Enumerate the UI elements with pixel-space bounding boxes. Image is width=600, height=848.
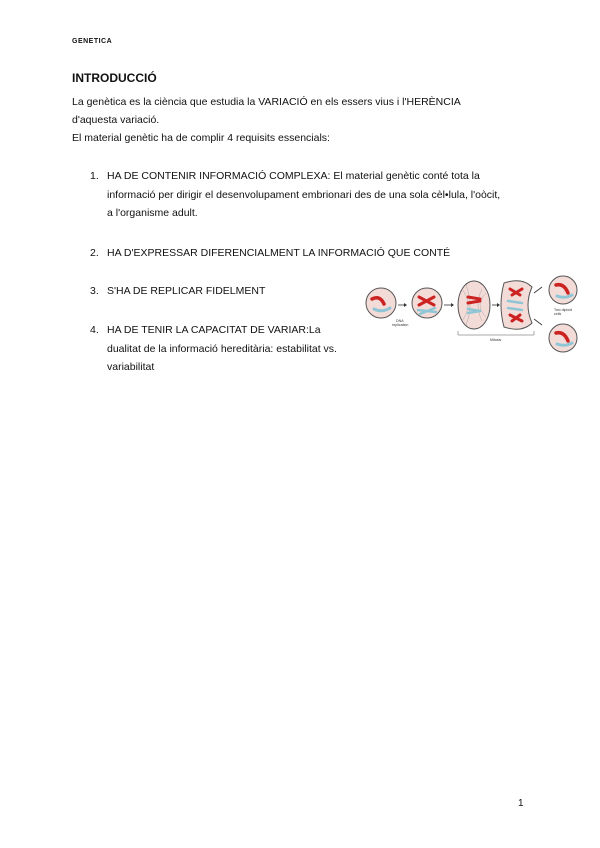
arrow-icon — [534, 319, 542, 325]
requirement-line: a l'organisme adult. — [107, 207, 198, 219]
requirement-line: HA D'EXPRESSAR DIFERENCIALMENT LA INFORMACIÓ QUE CONTÉ — [107, 247, 451, 259]
requirement-text — [107, 167, 500, 223]
requirement-text — [107, 282, 265, 301]
requirement-number: 4. — [90, 324, 99, 336]
section-title: INTRODUCCIÓ — [72, 71, 157, 85]
cell-telophase — [501, 281, 532, 330]
page-number: 1 — [518, 798, 524, 809]
requirement-text — [107, 321, 337, 377]
requirement-number: 2. — [90, 247, 99, 259]
requirement-line: variabilitat — [107, 361, 155, 373]
intro-line: d'aquesta variació. — [72, 114, 160, 126]
intro-line: El material genètic ha de complir 4 requisits essencials: — [72, 132, 330, 144]
requirement-line: HA DE CONTENIR INFORMACIÓ COMPLEXA: El material genètic conté tota la — [107, 170, 480, 182]
requirement-number: 3. — [90, 285, 99, 297]
arrowhead-icon — [451, 303, 454, 307]
arrowhead-icon — [404, 303, 407, 307]
mitosis-diagram — [362, 275, 584, 355]
requirement-line: S'HA DE REPLICAR FIDELMENT — [107, 285, 266, 297]
cells-label: cells — [554, 312, 562, 316]
requirement-line: HA DE TENIR LA CAPACITAT DE VARIAR:La — [107, 324, 321, 336]
arrow-icon — [534, 287, 542, 293]
mitosis-label: Mitosis — [490, 338, 502, 342]
cell-daughter-1 — [549, 276, 577, 304]
two-diploid-label: Two diploid — [554, 308, 572, 312]
arrowhead-icon — [497, 303, 500, 307]
cell-metaphase — [458, 281, 490, 329]
dna-label: DNA — [396, 319, 404, 323]
intro-paragraph — [72, 93, 542, 147]
cell-interphase — [366, 288, 396, 318]
requirement-number: 1. — [90, 170, 99, 182]
replication-label: replication — [392, 323, 409, 327]
running-header: GENETICA — [72, 38, 113, 45]
requirement-text — [107, 244, 450, 263]
requirement-line: dualitat de la informació hereditària: estabilitat vs. — [107, 342, 337, 355]
intro-line: La genètica es la ciència que estudia la VARIACIÓ en els essers vius i l'HERÈNCIA — [72, 96, 461, 108]
cell-daughter-2 — [549, 324, 577, 352]
requirement-line: informació per dirigir el desenvolupament embrionari des de una sola cèl•lula, l'oòcit, — [107, 188, 501, 201]
cell-replicated — [412, 288, 442, 318]
